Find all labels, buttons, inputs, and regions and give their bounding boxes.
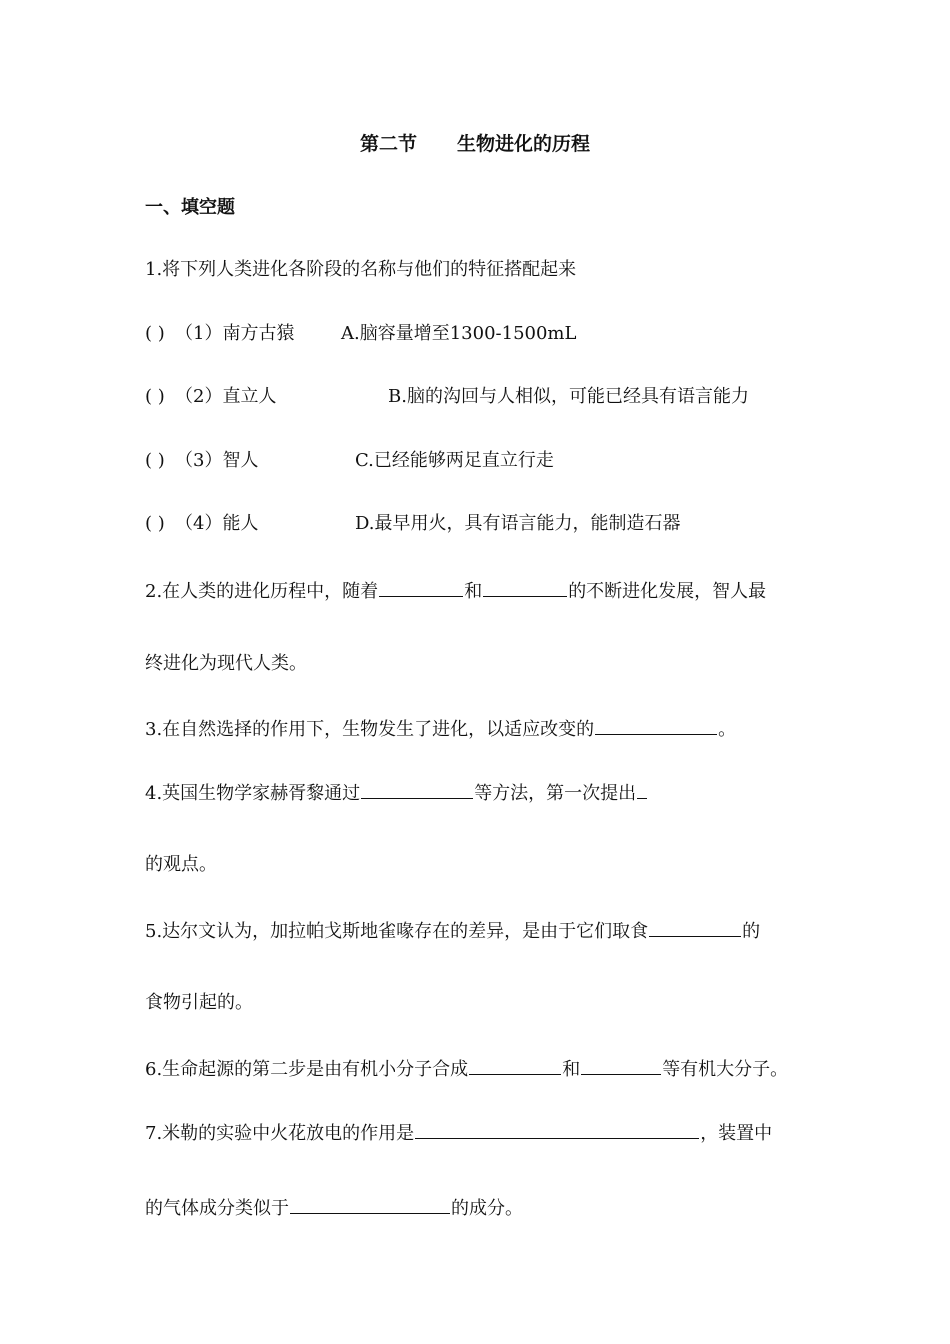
question-7-text: 的成分。 (451, 1198, 523, 1219)
match-row-1 (145, 322, 577, 346)
answer-blank[interactable] (361, 778, 473, 799)
question-3-text: 。 (718, 719, 737, 740)
question-2-text: 2.在人类的进化历程中，随着 (145, 581, 379, 602)
question-7 (145, 1118, 772, 1146)
answer-blank[interactable] (595, 714, 717, 735)
stage-label: （1）南方古猿 (175, 323, 295, 344)
question-7-text: 7.米勒的实验中火花放电的作用是 (145, 1123, 415, 1144)
trait-option: D.最早用火，具有语言能力，能制造石器 (355, 513, 681, 534)
question-2-continued: 终进化为现代人类。 (145, 653, 307, 674)
answer-blank[interactable] (483, 576, 567, 597)
title-section-number: 第二节 (359, 133, 417, 155)
question-4 (145, 778, 648, 806)
question-2-text: 和 (464, 581, 483, 602)
answer-blank[interactable] (649, 916, 741, 937)
answer-blank[interactable] (469, 1054, 561, 1075)
question-4-text: 等方法，第一次提出 (474, 783, 637, 804)
stage-label: （3）智人 (175, 450, 259, 471)
question-4-text: 4.英国生物学家赫胥黎通过 (145, 783, 361, 804)
answer-blank[interactable] (415, 1118, 699, 1139)
stage-label: （4）能人 (175, 513, 259, 534)
match-row-2 (145, 385, 749, 409)
question-5-text: 的 (742, 921, 761, 942)
question-6-text: 等有机大分子。 (662, 1059, 789, 1080)
question-6-text: 6.生命起源的第二步是由有机小分子合成 (145, 1059, 469, 1080)
question-5-text: 5.达尔文认为，加拉帕戈斯地雀喙存在的差异，是由于它们取食 (145, 921, 649, 942)
trait-option: B.脑的沟回与人相似，可能已经具有语言能力 (388, 386, 749, 407)
stage-label: （2）直立人 (175, 386, 277, 407)
trait-option: A.脑容量增至1300-1500mL (341, 323, 577, 344)
question-6 (145, 1054, 788, 1082)
question-5 (145, 916, 760, 944)
answer-blank[interactable] (637, 778, 647, 799)
title-topic: 生物进化的历程 (457, 133, 591, 155)
answer-paren[interactable]: ( ) (145, 450, 165, 471)
answer-blank[interactable] (379, 576, 463, 597)
question-7-text: ，装置中 (700, 1123, 773, 1144)
match-row-3 (145, 449, 554, 473)
question-7-text: 的气体成分类似于 (145, 1198, 289, 1219)
answer-blank[interactable] (581, 1054, 661, 1075)
question-7-continued (145, 1193, 523, 1221)
question-4-continued: 的观点。 (145, 854, 217, 875)
question-2 (145, 576, 766, 604)
answer-paren[interactable]: ( ) (145, 323, 165, 344)
answer-blank[interactable] (290, 1193, 450, 1214)
question-2-text: 的不断进化发展，智人最 (568, 581, 767, 602)
answer-paren[interactable]: ( ) (145, 386, 165, 407)
question-6-text: 和 (562, 1059, 581, 1080)
question-3-text: 3.在自然选择的作用下，生物发生了进化，以适应改变的 (145, 719, 595, 740)
match-row-4 (145, 512, 681, 536)
page-title (0, 131, 950, 157)
trait-option: C.已经能够两足直立行走 (355, 450, 554, 471)
section-heading: 一、填空题 (145, 197, 235, 218)
question-3 (145, 714, 736, 742)
question-5-continued: 食物引起的。 (145, 992, 253, 1013)
question-1-stem: 1.将下列人类进化各阶段的名称与他们的特征搭配起来 (145, 259, 577, 280)
answer-paren[interactable]: ( ) (145, 513, 165, 534)
